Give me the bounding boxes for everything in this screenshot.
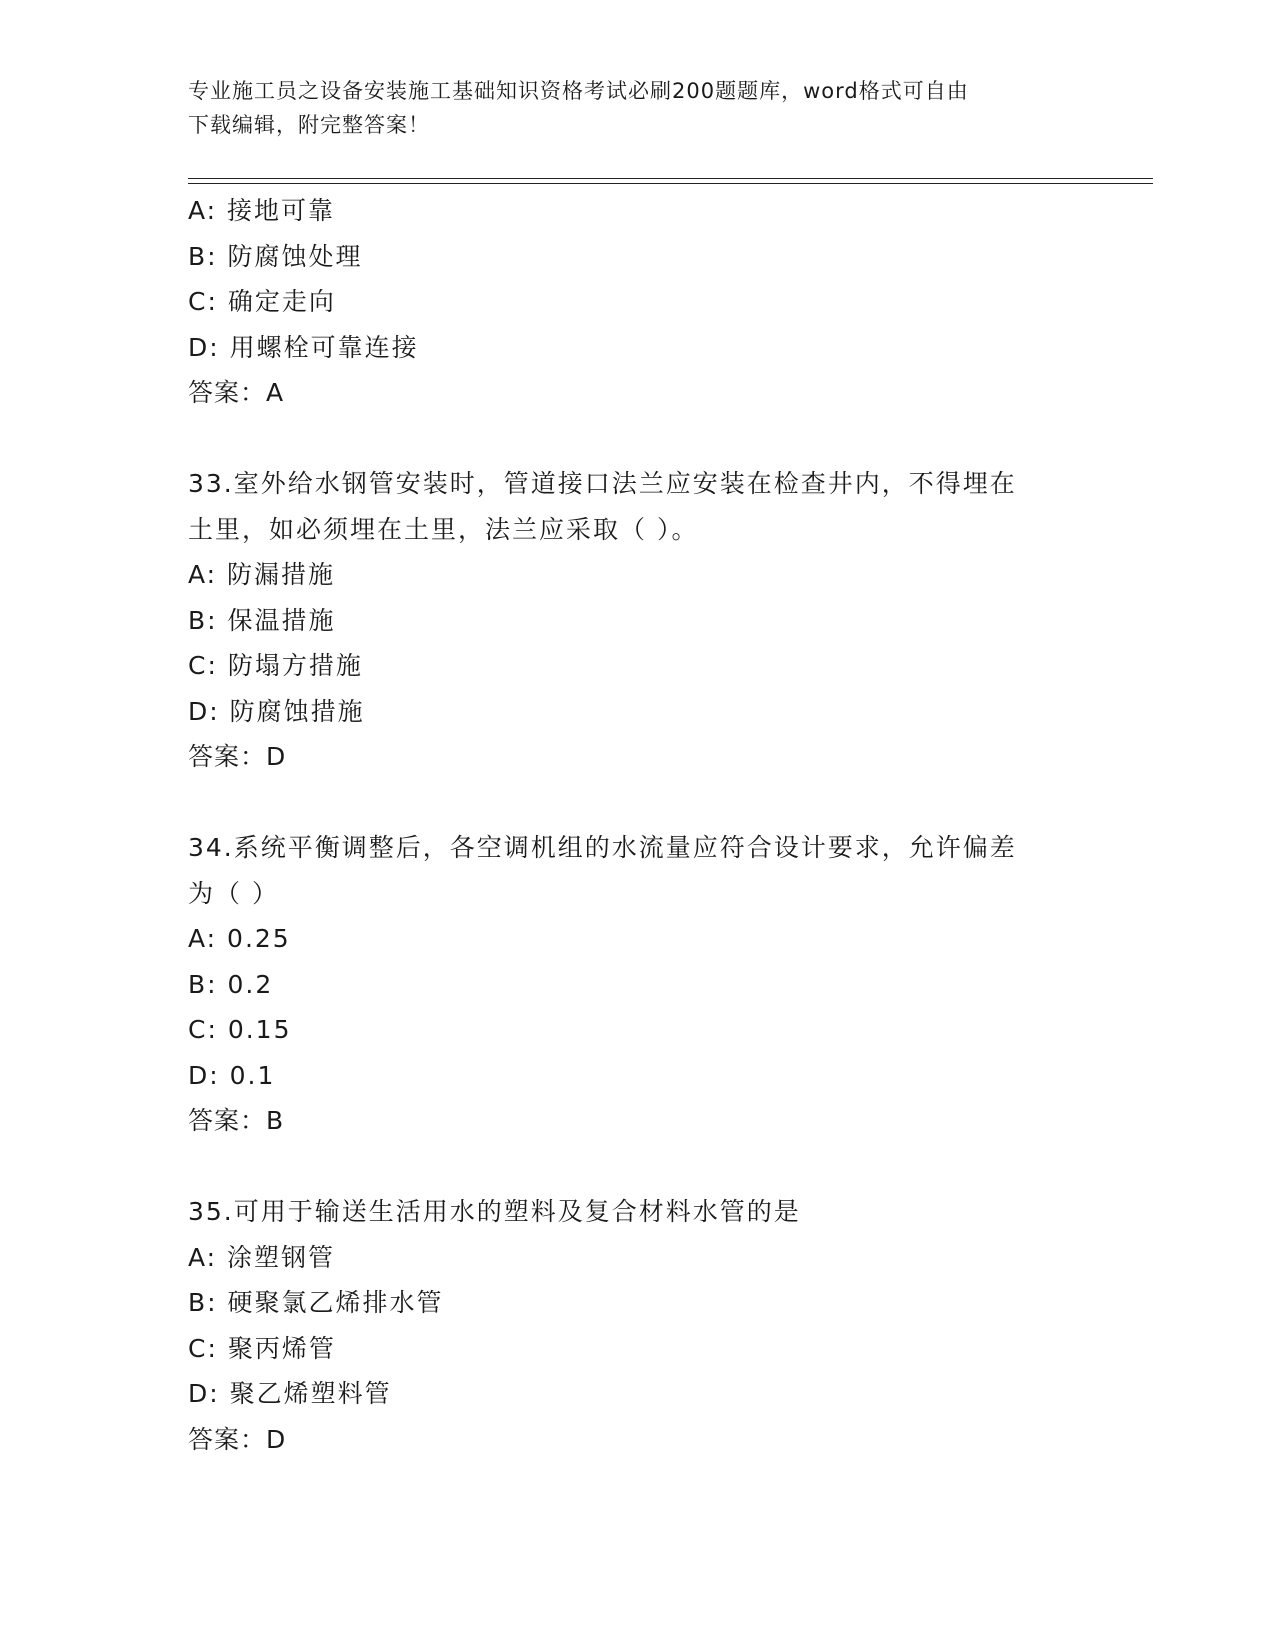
question-title-line-2: 为（ ）	[188, 878, 279, 908]
answer-line: 答案：A	[188, 378, 285, 407]
question-block-33	[188, 461, 1088, 780]
question-block-35	[188, 1189, 1088, 1463]
option-d: D: 防腐蚀措施	[188, 696, 365, 726]
option-a: A: 涂塑钢管	[188, 1242, 336, 1272]
spacer	[188, 416, 1088, 461]
question-block-34	[188, 825, 1088, 1144]
option-c: C: 聚丙烯管	[188, 1333, 336, 1363]
question-title-line-1: 35.可用于输送生活用水的塑料及复合材料水管的是	[188, 1197, 801, 1226]
question-title-line-2: 土里，如必须埋在土里，法兰应采取（ ）。	[188, 514, 699, 544]
answer-line: 答案：D	[188, 1424, 287, 1454]
document-header	[188, 74, 1088, 142]
option-b: B: 0.2	[188, 969, 274, 999]
question-list	[188, 188, 1088, 1463]
option-c: C: 防塌方措施	[188, 651, 363, 680]
header-line-1: 专业施工员之设备安装施工基础知识资格考试必刷200题题库，word格式可自由	[188, 79, 969, 103]
answer-line: 答案：D	[188, 742, 287, 771]
header-divider-top	[188, 178, 1153, 179]
option-a: A: 接地可靠	[188, 196, 336, 225]
option-c: C: 确定走向	[188, 287, 336, 316]
question-title-line-1: 33.室外给水钢管安装时，管道接口法兰应安装在检查井内，不得埋在	[188, 469, 1017, 498]
option-b: B: 硬聚氯乙烯排水管	[188, 1288, 444, 1317]
option-a: A: 0.25	[188, 924, 291, 953]
option-c: C: 0.15	[188, 1015, 292, 1044]
answer-line: 答案：B	[188, 1106, 285, 1135]
option-d: D: 用螺栓可靠连接	[188, 332, 419, 362]
option-d: D: 聚乙烯塑料管	[188, 1379, 392, 1408]
option-a: A: 防漏措施	[188, 560, 336, 589]
header-divider-bottom	[188, 183, 1153, 184]
question-title-line-1: 34.系统平衡调整后，各空调机组的水流量应符合设计要求，允许偏差	[188, 833, 1017, 862]
option-b: B: 防腐蚀处理	[188, 241, 363, 271]
header-line-2: 下载编辑，附完整答案！	[188, 113, 430, 137]
spacer	[188, 780, 1088, 825]
question-block-32	[188, 188, 1088, 416]
option-b: B: 保温措施	[188, 605, 336, 635]
option-d: D: 0.1	[188, 1060, 276, 1090]
spacer	[188, 1144, 1088, 1189]
